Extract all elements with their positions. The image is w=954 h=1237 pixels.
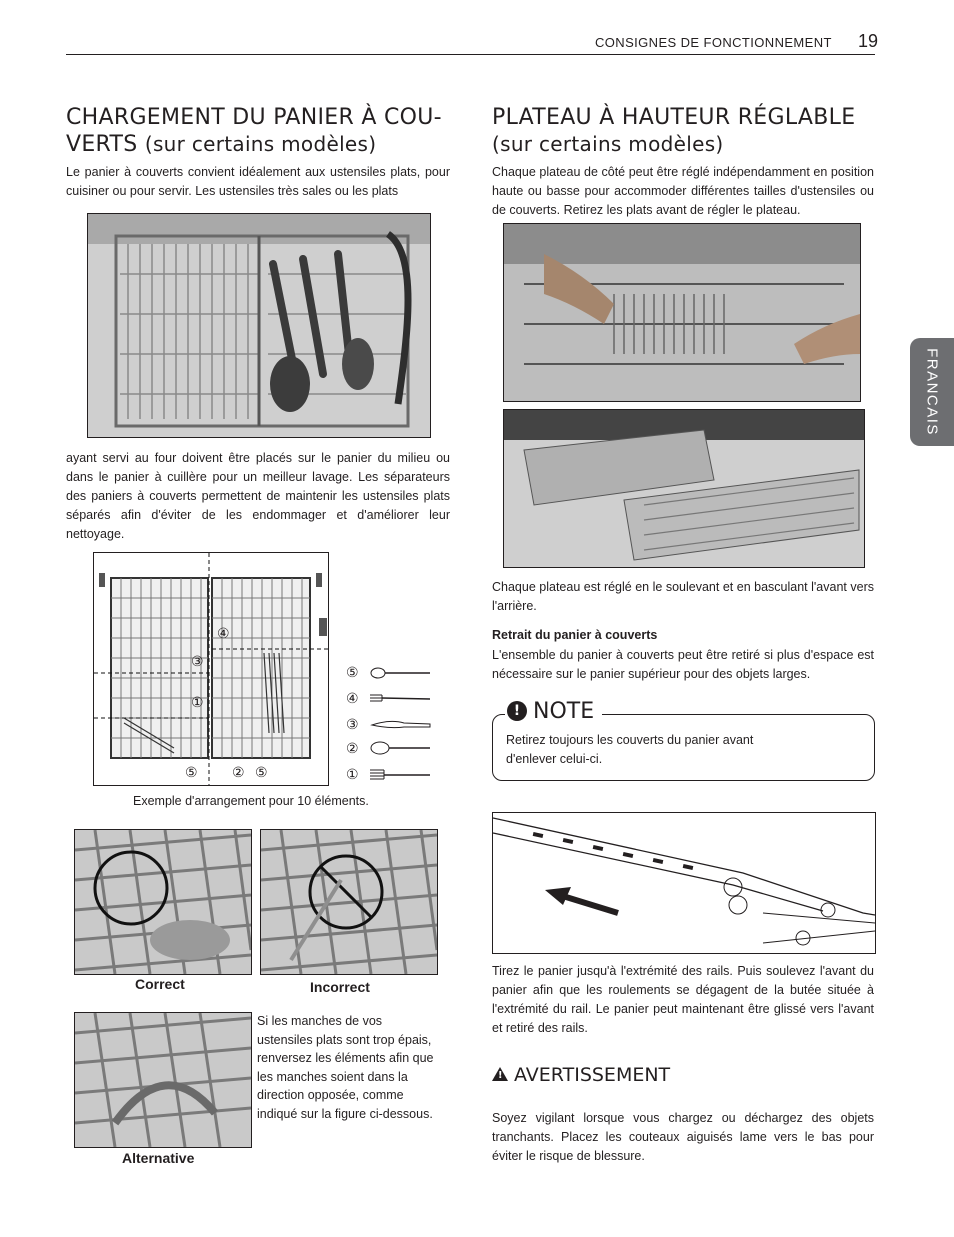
salad-fork-icon xyxy=(370,692,432,706)
arrangement-diagram-drawing xyxy=(94,553,328,785)
language-side-tab xyxy=(910,338,954,446)
rail-removal-drawing xyxy=(493,813,875,953)
legend-num-5: ⑤ xyxy=(346,664,359,680)
warning-text: Soyez vigilant lorsque vous chargez ou déchargez des objets tranchants. Placez les couteaux aiguisés lame vers le bas pour éviter le risque de blessure. xyxy=(492,1111,874,1163)
legend-num-4: ④ xyxy=(346,690,359,706)
incorrect-label: Incorrect xyxy=(310,979,370,995)
tray-adjust-photo xyxy=(503,223,861,402)
teaspoon-icon xyxy=(370,666,432,680)
right-para2-text: Chaque plateau est réglé en le soulevant et en basculant l'avant vers l'arrière. xyxy=(492,580,874,613)
note-text: Retirez toujours les couverts du panier avant d'enlever celui-ci. xyxy=(506,733,754,766)
removal-subheading: Retrait du panier à couverts xyxy=(492,628,658,642)
tablespoon-icon xyxy=(370,740,432,756)
warning-triangle-icon: ! xyxy=(492,1067,508,1081)
diagram-label-2: ② xyxy=(232,764,245,780)
header-rule xyxy=(66,54,875,55)
alternative-label: Alternative xyxy=(122,1150,195,1166)
knife-icon xyxy=(370,718,432,732)
right-title-subtitle: (sur certains modèles) xyxy=(492,132,724,156)
left-section-title xyxy=(66,105,451,158)
cutlery-basket-photo xyxy=(87,213,431,438)
note-title xyxy=(505,699,602,724)
warning-title-text: AVERTISSEMENT xyxy=(514,1064,671,1086)
cutlery-basket-illustration xyxy=(88,214,430,437)
legend-num-1: ① xyxy=(346,766,359,782)
alternative-text: Si les manches de vos ustensiles plats sont trop épais, renversez les éléments afin que les manches soient dans la direction opposée, comme indiqué sur la figure ci-dessous. xyxy=(257,1014,434,1121)
right-title-line1: PLATEAU À HAUTEUR RÉGLABLE xyxy=(492,105,856,130)
utensil-legend xyxy=(346,664,436,784)
exclamation-icon: ! xyxy=(507,701,527,721)
right-para4-text: Tirez le panier jusqu'à l'extrémité des rails. Puis soulevez l'avant du panier afin que les roulements se dégagent de la butée située à l'extrémité du rail. Le panier peut maintenant être glissé vers l'avant et retiré des rails. xyxy=(492,964,874,1035)
dinner-fork-icon xyxy=(370,768,432,782)
correct-photo xyxy=(74,829,252,975)
correct-illustration xyxy=(75,830,251,974)
incorrect-photo xyxy=(260,829,438,975)
right-para3-text: L'ensemble du panier à couverts peut être retiré si plus d'espace est nécessaire sur le panier supérieur pour des objets larges. xyxy=(492,648,874,681)
right-intro-text: Chaque plateau de côté peut être réglé indépendamment en position haute ou basse pour accommoder différentes tailles d'ustensiles ou de couverts. Retirez les plats avant de régler le plateau. xyxy=(492,165,874,217)
alternative-photo xyxy=(74,1012,252,1148)
right-section-title xyxy=(492,105,877,158)
left-intro-text: Le panier à couverts convient idéalement aux ustensiles plats, pour cuisiner ou pour servir. Les ustensiles très sales ou les plats xyxy=(66,165,450,198)
tray-position-illustration xyxy=(504,410,864,567)
tray-adjust-illustration xyxy=(504,224,860,401)
warning-title xyxy=(492,1064,670,1086)
left-title-line2: VERTS xyxy=(66,132,138,157)
legend-num-3: ③ xyxy=(346,716,359,732)
incorrect-illustration xyxy=(261,830,437,974)
diagram-label-5b: ⑤ xyxy=(255,764,268,780)
language-tab-label: FRANCAIS xyxy=(923,348,941,436)
diagram-label-1: ① xyxy=(191,694,204,710)
tray-position-photo xyxy=(503,409,865,568)
legend-num-2: ② xyxy=(346,740,359,756)
alternative-illustration xyxy=(75,1013,251,1147)
rail-removal-diagram xyxy=(492,812,876,954)
arrangement-diagram xyxy=(93,552,329,786)
note-title-text: NOTE xyxy=(533,699,595,724)
diagram-label-4: ④ xyxy=(217,625,230,641)
section-header: CONSIGNES DE FONCTIONNEMENT xyxy=(595,35,832,50)
diagram-caption: Exemple d'arrangement pour 10 éléments. xyxy=(133,794,369,808)
diagram-label-5a: ⑤ xyxy=(185,764,198,780)
left-para2-text: ayant servi au four doivent être placés sur le panier du milieu ou dans le panier à cuillère pour un meilleur lavage. Les séparateurs des paniers à couverts permettent de maintenir les ustensiles plats séparés afin d'éviter de les endommager et d'améliorer leur nettoyage. xyxy=(66,451,450,541)
left-title-subtitle: (sur certains modèles) xyxy=(144,132,377,156)
page-number: 19 xyxy=(858,31,879,51)
diagram-label-3: ③ xyxy=(191,653,204,669)
correct-label: Correct xyxy=(135,976,185,992)
left-title-line1: CHARGEMENT DU PANIER À COU- xyxy=(66,105,442,130)
